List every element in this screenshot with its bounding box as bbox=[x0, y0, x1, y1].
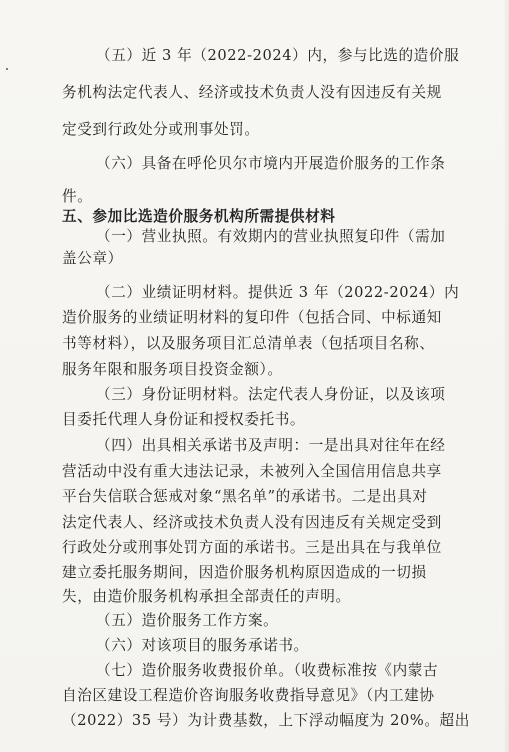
text-line: 建立委托服务期间，因造价服务机构原因造成的一切损 bbox=[62, 564, 427, 581]
text-line: 法定代表人、经济或技术负责人没有因违反有关规定受到 bbox=[62, 514, 442, 531]
text-line: （五）造价服务工作方案。 bbox=[96, 612, 279, 629]
text-line: （2022）35 号）为计费基数，上下浮动幅度为 20%。超出 bbox=[62, 712, 470, 729]
text-line: 服务年限和服务项目投资金额）。 bbox=[62, 361, 283, 378]
text-line: 盖公章） bbox=[62, 250, 123, 267]
text-line: （三）身份证明材料。法定代表人身份证，以及该项 bbox=[96, 386, 446, 403]
text-line: 失，由造价服务机构承担全部责任的声明。 bbox=[62, 588, 351, 605]
section-heading: 五、参加比选造价服务机构所需提供材料 bbox=[62, 208, 336, 225]
text-line: （七）造价服务收费报价单。（收费标准按《内蒙古 bbox=[96, 662, 439, 679]
text-line: （五）近 3 年（2022-2024）内，参与比选的造价服 bbox=[96, 47, 460, 64]
text-line: 自治区建设工程造价咨询服务收费指导意见》（内工建协 bbox=[62, 687, 435, 704]
text-line: 定受到行政处分或刑事处罚。 bbox=[62, 121, 260, 138]
text-line: 目委托代理人身份证和授权委托书。 bbox=[62, 411, 306, 428]
text-line: （六）具备在呼伦贝尔市境内开展造价服务的工作条 bbox=[96, 155, 446, 172]
page-edge-shadow bbox=[503, 0, 509, 752]
text-line: 书等材料），以及服务项目汇总清单表（包括项目名称、 bbox=[62, 335, 435, 352]
text-line: （一）营业执照。有效期内的营业执照复印件（需加 bbox=[96, 228, 446, 245]
text-line: 平台失信联合惩戒对象“黑名单”的承诺书。二是出具对 bbox=[62, 488, 428, 505]
text-line: 营活动中没有重大违法记录，未被列入全国信用信息共享 bbox=[62, 463, 442, 480]
text-line: 务机构法定代表人、经济或技术负责人没有因违反有关规 bbox=[62, 84, 442, 101]
text-line: （四）出具相关承诺书及声明：一是出具对往年在经 bbox=[96, 437, 446, 454]
text-line: （二）业绩证明材料。提供近 3 年（2022-2024）内 bbox=[96, 284, 460, 301]
text-line: 件。 bbox=[62, 188, 93, 205]
text-line: 行政处分或刑事处罚方面的承诺书。三是出具在与我单位 bbox=[62, 539, 442, 556]
margin-dot bbox=[6, 68, 8, 70]
text-line: （六）对该项目的服务承诺书。 bbox=[96, 637, 309, 654]
text-line: 造价服务的业绩证明材料的复印件（包括合同、中标通知 bbox=[62, 309, 442, 326]
